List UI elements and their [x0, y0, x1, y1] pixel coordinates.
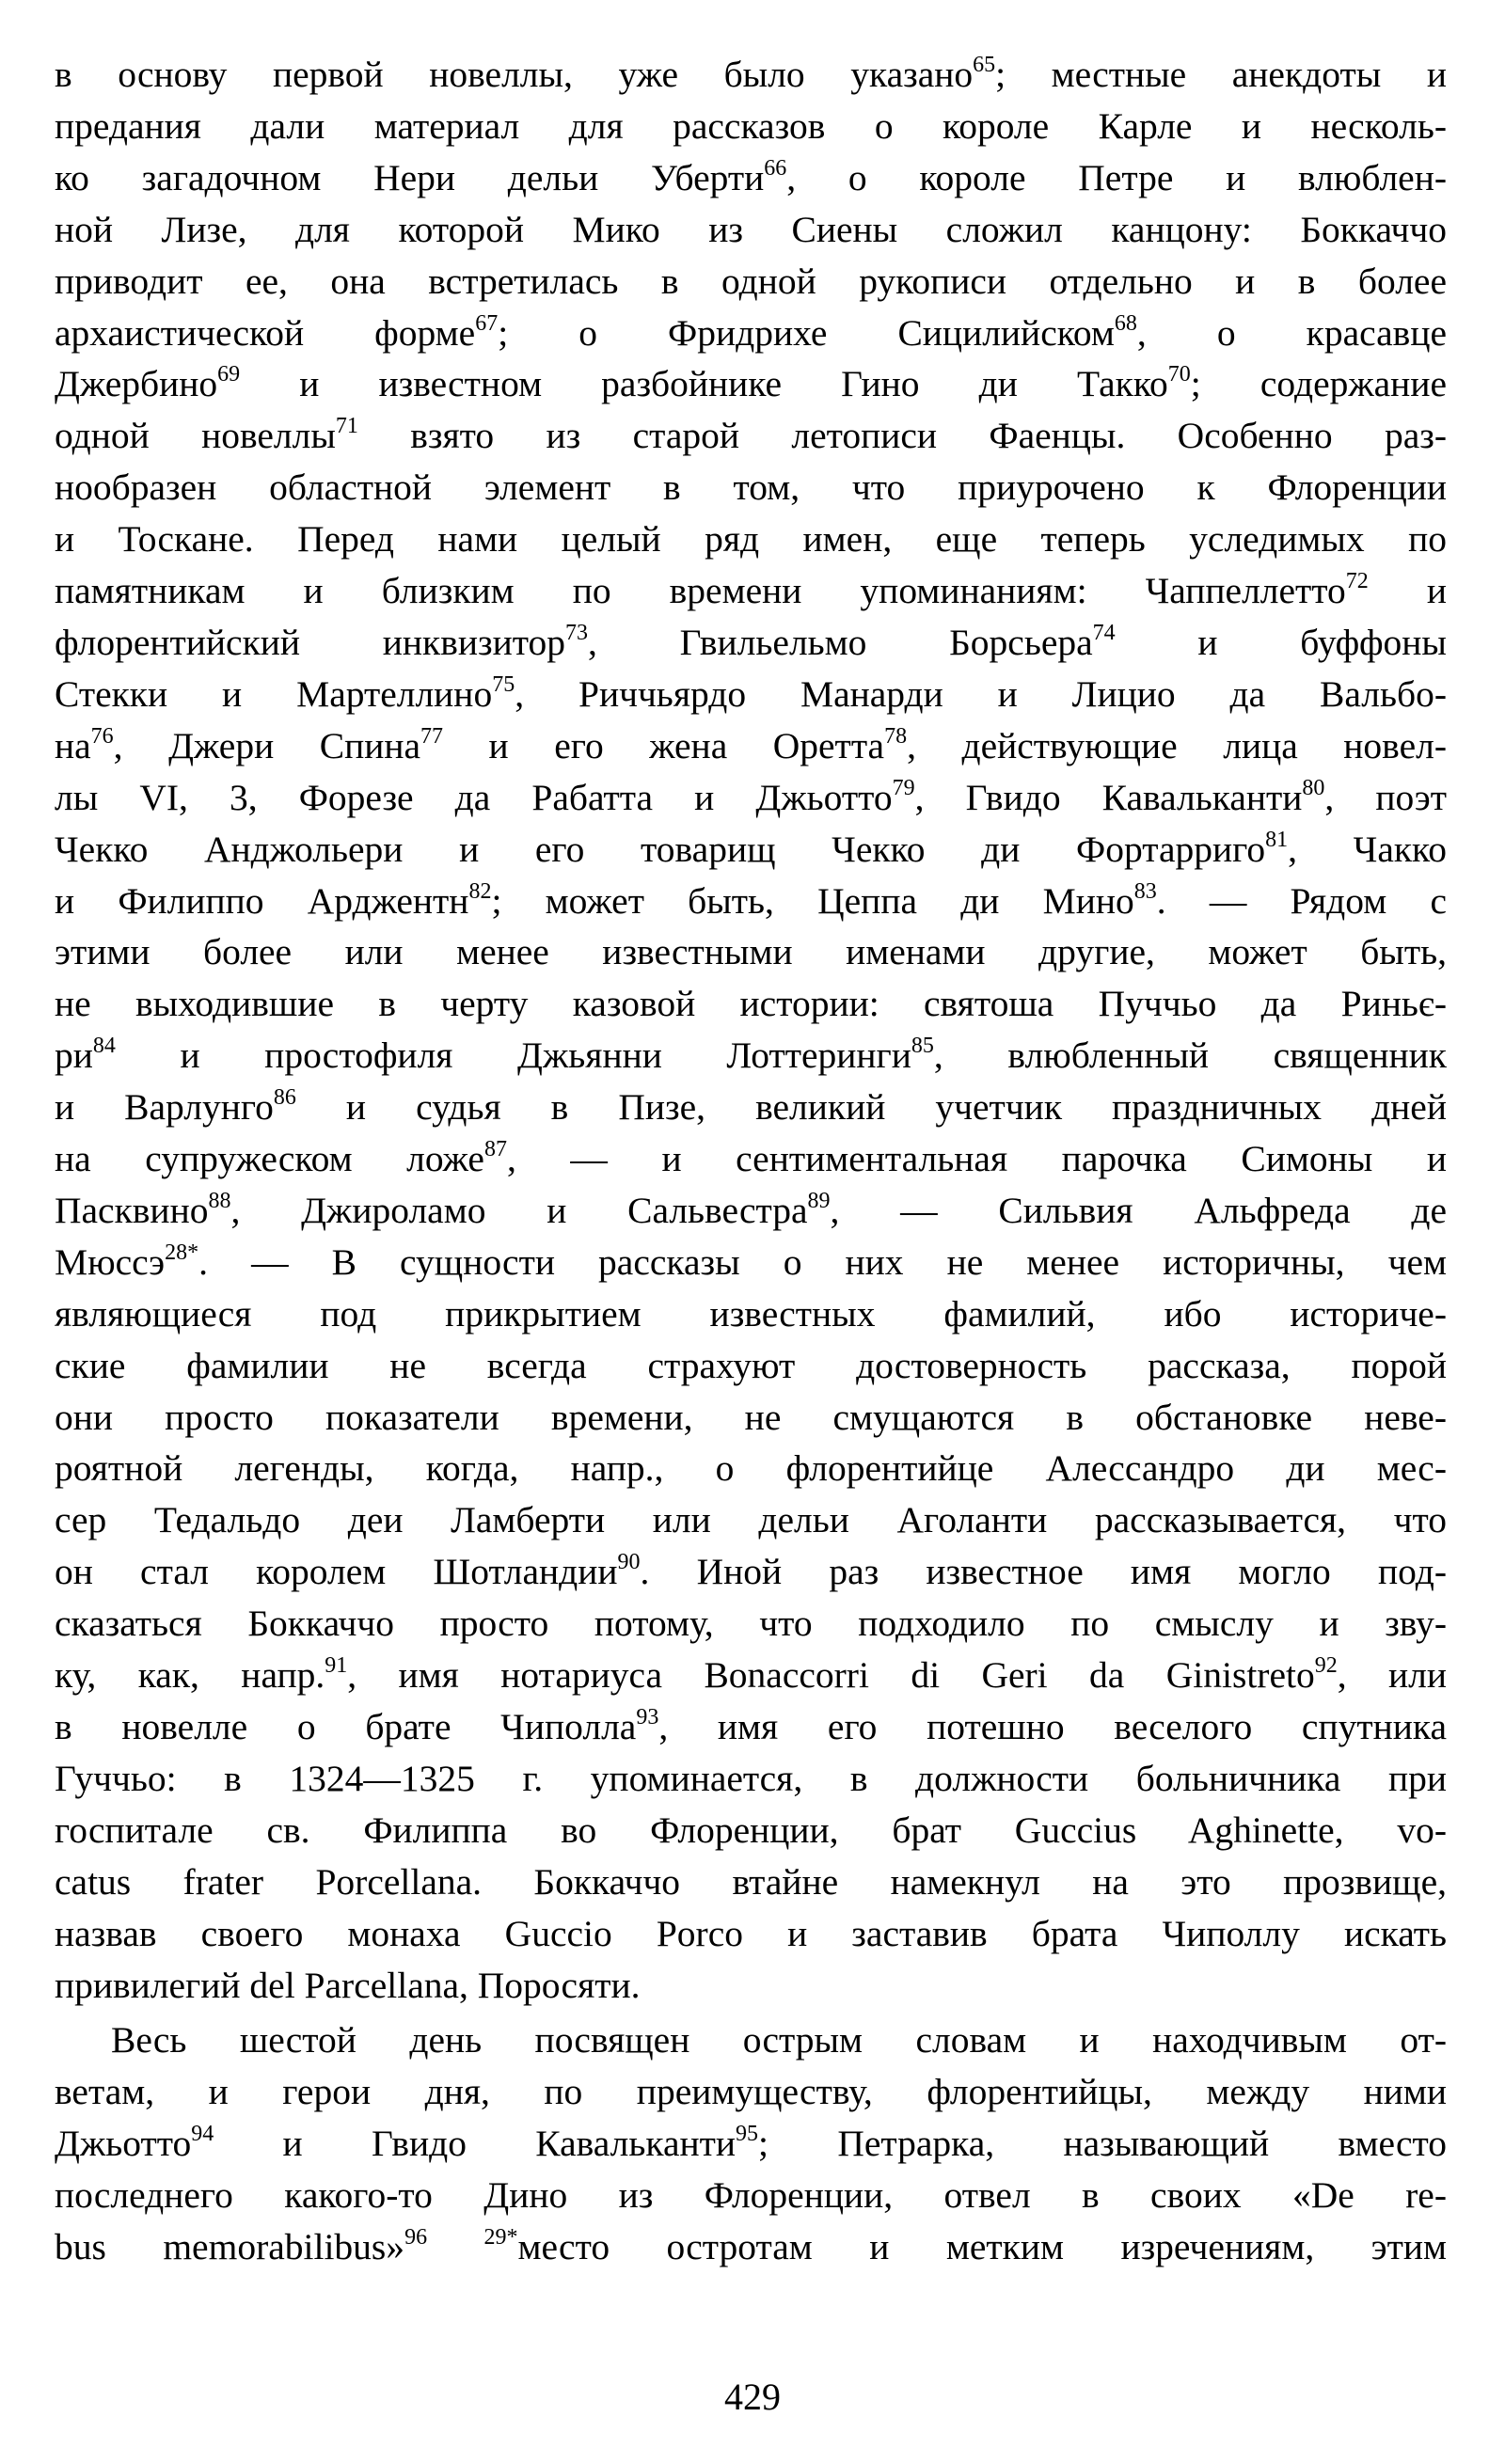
text-run: , Риччьярдо Манарди и Лицио да Вальбо-: [515, 672, 1448, 715]
text-run: ветам, и герои дня, по преимуществу, флорентийцы, между ними: [55, 2071, 1447, 2113]
text-run: архаистической форме: [55, 311, 476, 354]
text-run: и буффоны: [1115, 621, 1447, 663]
text-run: ; о Фридрихе Сицилийском: [498, 311, 1115, 354]
text-run: , поэт: [1324, 776, 1447, 818]
text-run: ко загадочном Нери дельи Уберти: [55, 156, 765, 198]
text-line: [55, 308, 1447, 359]
text-run: ку, как, напр.: [55, 1654, 325, 1697]
text-line: [55, 462, 1447, 513]
text-line: [55, 565, 1447, 617]
text-run: . — Рядом с: [1156, 879, 1447, 922]
text-run: , Гвидо Кавальканти: [914, 776, 1303, 818]
footnote-ref: 74: [1092, 620, 1116, 645]
footnote-ref: 77: [420, 723, 444, 749]
paragraph-2: [55, 2014, 1447, 2273]
text-run: и: [1368, 570, 1447, 612]
text-run: в основу первой новеллы, уже было указано: [55, 54, 974, 95]
text-run: они просто показатели времени, не смущаются в обстановке неве-: [55, 1396, 1447, 1438]
text-run: ; может быть, Цеппа ди Мино: [491, 879, 1134, 922]
footnote-ref: 88: [208, 1188, 231, 1213]
text-line: [55, 1185, 1447, 1237]
text-run: , — Сильвия Альфреда де: [830, 1189, 1447, 1231]
text-line: [55, 1082, 1447, 1133]
footnote-ref: 95: [736, 2122, 759, 2147]
page-number: 429: [724, 2376, 781, 2418]
text-line: [55, 1443, 1447, 1494]
footnote-ref: 69: [217, 362, 241, 387]
text-run: [427, 2226, 483, 2267]
text-line: [55, 2170, 1447, 2221]
text-run: . Иной раз известное имя могло под-: [640, 1551, 1447, 1593]
footnote-ref: 78: [884, 723, 908, 749]
text-line: [55, 1494, 1447, 1546]
text-line: [55, 1753, 1447, 1805]
text-line: [55, 720, 1447, 772]
text-run: , действующие лица новел-: [907, 724, 1447, 766]
text-line: [55, 204, 1447, 256]
text-run: , или: [1337, 1654, 1447, 1697]
text-run: , имя его потешно веселого спутника: [658, 1706, 1447, 1747]
text-run: флорентийский инквизитор: [55, 621, 565, 663]
text-run: bus memorabilibus»: [55, 2226, 405, 2268]
text-run: лы VI, 3, Форезе да Рабатта и Джьотто: [55, 776, 893, 818]
footnote-ref: 85: [911, 1034, 934, 1059]
page-body: [55, 49, 1447, 2273]
text-run: назвав своего монаха Guccio Porco и заставив брата Чиполлу искать: [55, 1912, 1447, 1954]
text-run: роятной легенды, когда, напр., о флорентийце Алессандро ди мес-: [55, 1447, 1447, 1490]
text-run: ; местные анекдоты и: [995, 54, 1447, 95]
text-line: [55, 2066, 1447, 2118]
text-line: [55, 49, 1447, 101]
text-run: место остротам и метким изречениям, этим: [517, 2226, 1448, 2268]
text-run: и известном разбойнике Гино ди Такко: [240, 363, 1168, 405]
text-line: [55, 1546, 1447, 1598]
footnote-ref: 79: [892, 775, 915, 800]
text-run: и Гвидо Кавальканти: [214, 2123, 737, 2165]
text-run: являющиеся под прикрытием известных фамилий, ибо историче-: [55, 1292, 1447, 1335]
footnote-ref: 87: [483, 1137, 507, 1162]
text-line: [55, 2221, 1447, 2273]
text-line: [55, 410, 1447, 462]
text-run: на супружеском ложе: [55, 1138, 484, 1180]
text-run: памятникам и близким по времени упоминаниям: Чаппеллетто: [55, 570, 1346, 612]
text-run: Пасквино: [55, 1189, 209, 1231]
text-run: сер Тедальдо деи Ламберти или дельи Аголанти рассказывается, что: [55, 1499, 1447, 1541]
footnote-ref: 80: [1302, 775, 1325, 800]
footnote-ref: 90: [617, 1550, 641, 1575]
text-line: [55, 824, 1447, 876]
text-run: госпитале св. Филиппа во Флоренции, брат Guccius Aghinette, vo-: [55, 1809, 1447, 1851]
text-line: [55, 1340, 1447, 1392]
text-run: нообразен областной элемент в том, что приурочено к Флоренции: [55, 466, 1447, 509]
text-run: он стал королем Шотландии: [55, 1551, 618, 1593]
text-run: и Филиппо Арджентн: [55, 879, 469, 922]
text-run: , — и сентиментальная парочка Симоны и: [506, 1138, 1448, 1180]
text-line: [55, 1908, 1447, 1960]
text-run: Чекко Анджольери и его товарищ Чекко ди Фортарриго: [55, 828, 1266, 870]
text-run: , Гвильельмо Борсьера: [587, 621, 1093, 663]
text-run: Весь шестой день посвящен острым словам и находчивым от-: [111, 2019, 1447, 2061]
text-run: и простофиля Джьянни Лоттеринги: [115, 1035, 911, 1077]
text-run: , Джироламо и Сальвестра: [230, 1189, 808, 1231]
footnote-ref: 89: [807, 1188, 831, 1213]
text-line: [55, 1133, 1447, 1185]
text-run: . — В сущности рассказы о них не менее историчны, чем: [198, 1240, 1447, 1283]
paragraph-1: [55, 49, 1447, 2011]
footnote-ref: 83: [1133, 878, 1157, 904]
footnote-ref: 28*: [165, 1240, 199, 1265]
text-run: ной Лизе, для которой Мико из Сиены сложил канцону: Боккаччо: [55, 208, 1447, 250]
text-run: последнего какого-то Дино из Флоренции, отвел в своих «De re-: [55, 2174, 1447, 2217]
footnote-ref: 66: [764, 155, 787, 181]
text-run: , влюбленный священник: [933, 1035, 1447, 1077]
footnote-ref: 91: [325, 1653, 348, 1679]
footnote-ref: 94: [191, 2122, 214, 2147]
text-line: [55, 772, 1447, 824]
text-run: и Варлунго: [55, 1086, 274, 1129]
text-line: [55, 669, 1447, 720]
text-line: [55, 876, 1447, 927]
footnote-ref: 65: [973, 53, 996, 77]
text-run: ри: [55, 1035, 93, 1077]
text-run: одной новеллы: [55, 415, 336, 457]
text-run: этими более или менее известными именами другие, может быть,: [55, 931, 1447, 973]
footnote-ref: 84: [92, 1034, 116, 1059]
text-line: [55, 1701, 1447, 1753]
footnote-ref: 70: [1167, 362, 1191, 387]
footnote-ref: 68: [1114, 310, 1137, 336]
text-run: на: [55, 724, 91, 766]
text-run: привилегий del Parcellana, Поросяти.: [55, 1964, 641, 2006]
text-run: предания дали материал для рассказов о короле Карле и несколь-: [55, 104, 1447, 147]
text-line: [55, 101, 1447, 152]
text-run: Стекки и Мартеллино: [55, 672, 493, 715]
text-run: приводит ее, она встретилась в одной рукописи отдельно и в более: [55, 260, 1447, 302]
text-line: [55, 1650, 1447, 1701]
text-line: [55, 256, 1447, 308]
text-run: и судья в Пизе, великий учетчик праздничных дней: [295, 1086, 1447, 1129]
text-run: catus frater Porcellana. Боккаччо втайне намекнул на это прозвище,: [55, 1860, 1447, 1903]
footnote-ref: 75: [492, 671, 515, 697]
text-line: [55, 2014, 1447, 2066]
footnote-ref: 93: [636, 1705, 659, 1730]
text-run: и его жена Оретта: [443, 724, 885, 766]
text-run: взято из старой летописи Фаенцы. Особенно раз-: [357, 415, 1447, 457]
text-run: , Джери Спина: [113, 724, 421, 766]
footnote-ref: 81: [1265, 827, 1289, 852]
text-run: ; Петрарка, называющий вместо: [758, 2123, 1447, 2165]
text-line: [55, 926, 1447, 978]
footnote-ref: 71: [335, 414, 358, 439]
text-run: Мюссэ: [55, 1240, 166, 1283]
text-line: [55, 1598, 1447, 1650]
footnote-ref: 73: [564, 620, 588, 645]
text-line: [55, 1392, 1447, 1444]
text-run: и Тоскане. Перед нами целый ряд имен, еще теперь уследимых по: [55, 518, 1447, 561]
text-run: Джьотто: [55, 2123, 192, 2165]
footnote-ref: 76: [90, 723, 114, 749]
text-line: [55, 358, 1447, 410]
text-run: сказаться Боккаччо просто потому, что подходило по смыслу и зву-: [55, 1603, 1447, 1645]
text-line: [55, 152, 1447, 204]
footnote-ref: 86: [273, 1085, 296, 1111]
text-run: Джербино: [55, 363, 218, 405]
text-line: [55, 978, 1447, 1030]
text-run: , о красавце: [1136, 311, 1447, 354]
text-line: [55, 617, 1447, 669]
text-run: Гуччьо: в 1324—1325 г. упоминается, в должности больничника при: [55, 1757, 1447, 1799]
text-line: [55, 1237, 1447, 1288]
text-run: , Чакко: [1288, 828, 1447, 870]
text-run: , о короле Петре и влюблен-: [786, 156, 1447, 198]
footnote-ref: 29*: [483, 2225, 518, 2251]
text-run: не выходившие в черту казовой истории: святоша Пуччьо да Риньє-: [55, 983, 1447, 1025]
text-run: ские фамилии не всегда страхуют достоверность рассказа, порой: [55, 1344, 1447, 1386]
text-line: [55, 1960, 1447, 2012]
footnote-ref: 96: [404, 2225, 428, 2251]
footnote-ref: 82: [468, 878, 492, 904]
text-run: в новелле о брате Чиполла: [55, 1706, 637, 1747]
text-line: [55, 1856, 1447, 1908]
text-run: , имя нотариуса Bonaccorri di Geri da Ginistreto: [347, 1654, 1315, 1697]
footnote-ref: 72: [1345, 569, 1369, 594]
text-run: ; содержание: [1190, 363, 1447, 405]
footnote-ref: 67: [475, 310, 499, 336]
text-line: [55, 1030, 1447, 1082]
footnote-ref: 92: [1314, 1653, 1338, 1679]
text-line: [55, 1805, 1447, 1856]
text-line: [55, 2118, 1447, 2170]
text-line: [55, 1288, 1447, 1340]
text-line: [55, 513, 1447, 565]
